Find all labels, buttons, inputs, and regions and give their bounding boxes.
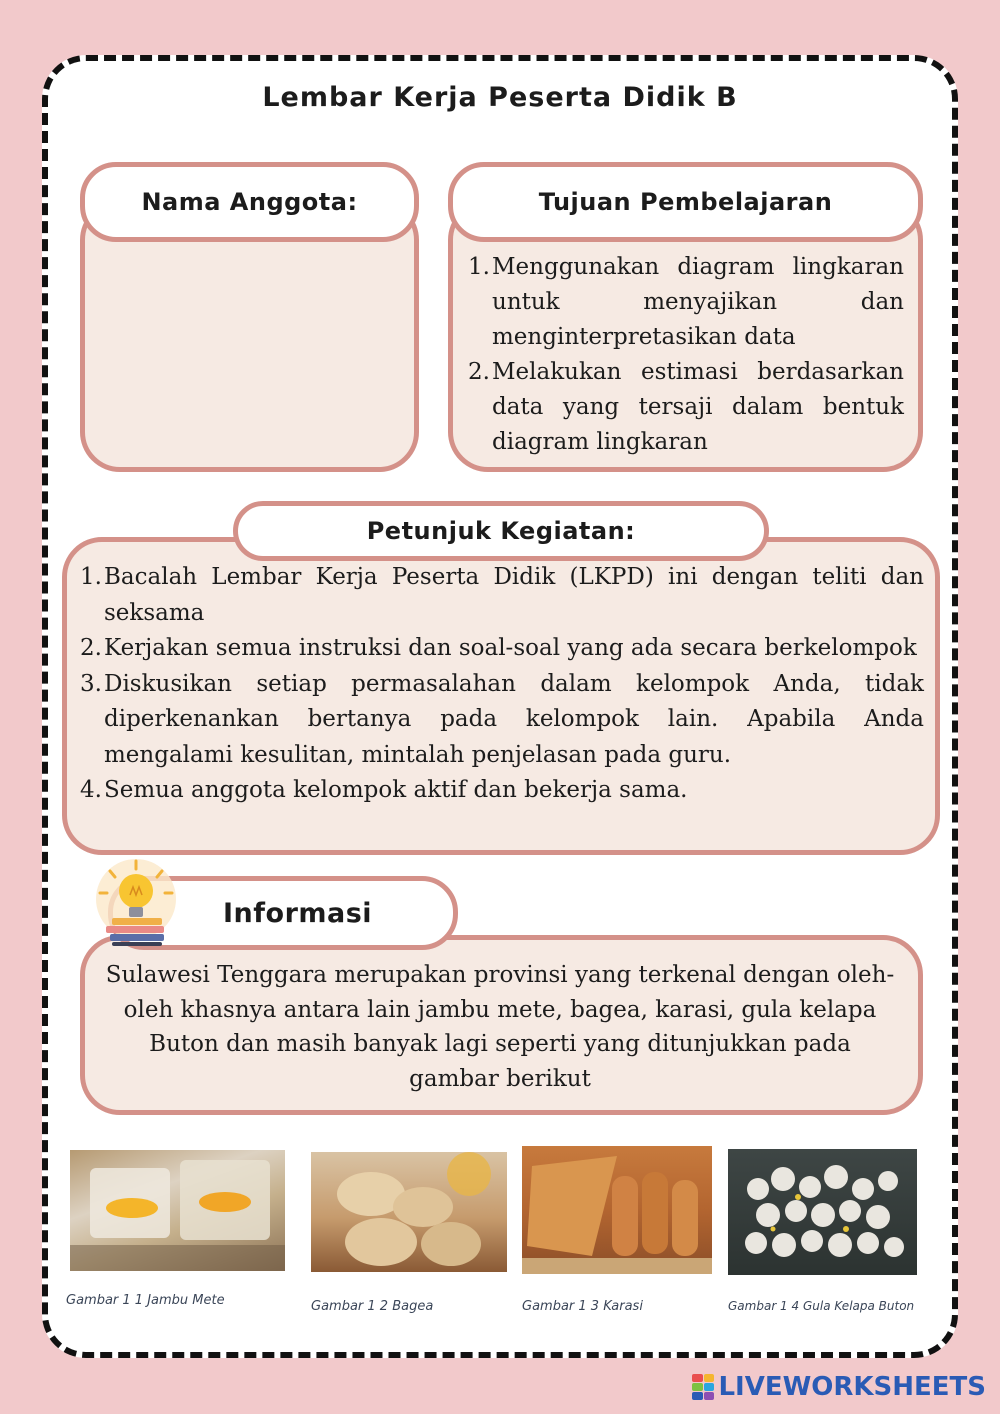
members-heading: Nama Anggota: bbox=[80, 162, 419, 242]
instruction-number: 4. bbox=[80, 777, 102, 803]
instruction-item-3 bbox=[80, 667, 924, 774]
goal-item-1 bbox=[468, 250, 904, 355]
instructions-heading: Petunjuk Kegiatan: bbox=[233, 501, 769, 561]
instruction-item-2 bbox=[80, 631, 924, 667]
lightbulb-books-icon bbox=[88, 855, 188, 955]
liveworksheets-brand[interactable] bbox=[692, 1372, 986, 1402]
goal-number: 2. bbox=[468, 359, 490, 385]
instruction-text: Kerjakan semua instruksi dan soal-soal yang ada secara berkelompok bbox=[104, 635, 917, 661]
instruction-item-1 bbox=[80, 560, 924, 631]
instruction-number: 1. bbox=[80, 564, 102, 590]
instruction-text: Semua anggota kelompok aktif dan bekerja sama. bbox=[104, 777, 688, 803]
cashew-photo bbox=[70, 1150, 285, 1271]
instruction-item-4 bbox=[80, 773, 924, 809]
instructions-list bbox=[80, 560, 924, 809]
bagea-photo bbox=[311, 1152, 507, 1272]
figure-caption-4: Gambar 1 4 Gula Kelapa Buton bbox=[728, 1299, 915, 1313]
info-text: Sulawesi Tenggara merupakan provinsi yang terkenal dengan oleh-oleh khasnya antara lain jambu mete, bagea, karasi, gula kelapa Buton dan masih banyak lagi seperti yang ditunjukkan pada gambar berikut bbox=[105, 962, 895, 1092]
instruction-text: Diskusikan setiap permasalahan dalam kelompok Anda, tidak diperkenankan bertanya pada kelompok lain. Apabila Anda mengalami kesulitan, mintalah penjelasan pada guru. bbox=[104, 670, 924, 768]
goal-item-2 bbox=[468, 355, 904, 460]
goals-heading: Tujuan Pembelajaran bbox=[448, 162, 923, 242]
page-title: Lembar Kerja Peserta Didik B bbox=[262, 82, 738, 113]
goal-text: Melakukan estimasi berdasarkan data yang tersaji dalam bentuk diagram lingkaran bbox=[492, 359, 904, 455]
palm-sugar-photo bbox=[728, 1149, 917, 1275]
figure-caption-3: Gambar 1 3 Karasi bbox=[522, 1299, 643, 1314]
info-heading-label: Informasi bbox=[223, 897, 373, 929]
instruction-text: Bacalah Lembar Kerja Peserta Didik (LKPD) ini dengan teliti dan seksama bbox=[104, 564, 924, 626]
liveworksheets-logo-icon bbox=[692, 1374, 714, 1400]
goals-list bbox=[468, 250, 904, 460]
goal-number: 1. bbox=[468, 254, 490, 280]
instruction-number: 3. bbox=[80, 670, 102, 697]
karasi-photo bbox=[522, 1146, 712, 1274]
goal-text: Menggunakan diagram lingkaran untuk menyajikan dan menginterpretasikan data bbox=[492, 254, 904, 350]
instruction-number: 2. bbox=[80, 635, 102, 661]
figure-caption-1: Gambar 1 1 Jambu Mete bbox=[66, 1293, 225, 1308]
brand-name: LIVEWORKSHEETS bbox=[718, 1372, 986, 1402]
figure-caption-2: Gambar 1 2 Bagea bbox=[311, 1299, 434, 1314]
